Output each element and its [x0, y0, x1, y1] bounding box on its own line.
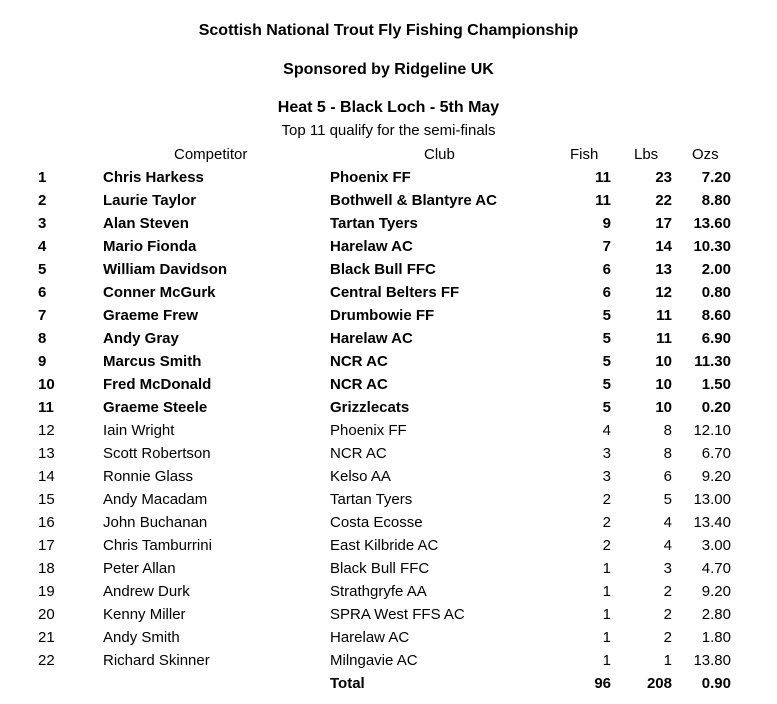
fish-count: 1 [602, 629, 611, 646]
club-name: Harelaw AC [330, 238, 413, 255]
position-cell: 20 [38, 606, 55, 623]
position-cell: 9 [38, 353, 47, 370]
competitor-name: Graeme Steele [103, 399, 208, 416]
table-row [0, 419, 777, 442]
fish-count: 1 [602, 583, 611, 600]
competitor-name: Alan Steven [103, 215, 189, 232]
position-cell: 6 [38, 284, 47, 301]
fish-count: 1 [602, 606, 611, 623]
competitor-name: William Davidson [103, 261, 228, 278]
position-cell: 17 [38, 537, 55, 554]
club-name: NCR AC [330, 376, 388, 393]
total-lbs: 208 [646, 675, 672, 692]
weight-lbs: 17 [655, 215, 672, 232]
weight-lbs: 10 [655, 376, 672, 393]
fish-count: 11 [595, 192, 611, 209]
competitor-name: Andy Macadam [103, 491, 208, 508]
qualify-note: Top 11 qualify for the semi-finals [281, 122, 496, 139]
table-row [0, 258, 777, 281]
fish-count: 5 [602, 399, 611, 416]
position-cell: 2 [38, 192, 47, 209]
table-row [0, 488, 777, 511]
weight-lbs: 11 [656, 307, 672, 324]
table-row [0, 534, 777, 557]
position-cell: 15 [38, 491, 55, 508]
club-name: Kelso AA [330, 468, 391, 485]
sponsor-line: Sponsored by Ridgeline UK [283, 61, 494, 78]
weight-lbs: 10 [655, 399, 672, 416]
club-name: Black Bull FFC [330, 261, 436, 278]
weight-ozs: 2.00 [701, 261, 731, 278]
weight-ozs: 6.70 [701, 445, 731, 462]
position-cell: 19 [38, 583, 55, 600]
weight-ozs: 13.60 [693, 215, 731, 232]
fish-count: 6 [602, 284, 611, 301]
table-row [0, 281, 777, 304]
table-row [0, 557, 777, 580]
competitor-name: Andy Gray [103, 330, 179, 347]
position-cell: 16 [38, 514, 55, 531]
position-cell: 4 [38, 238, 47, 255]
table-row [0, 166, 777, 189]
weight-ozs: 7.20 [701, 169, 731, 186]
fish-count: 2 [602, 491, 611, 508]
club-name: Costa Ecosse [330, 514, 423, 531]
club-name: Phoenix FF [330, 422, 407, 439]
fish-count: 7 [602, 238, 611, 255]
weight-lbs: 8 [663, 445, 672, 462]
fish-count: 11 [595, 169, 611, 186]
club-name: SPRA West FFS AC [330, 606, 465, 623]
column-header-lbs: Lbs [634, 146, 659, 163]
weight-lbs: 6 [663, 468, 672, 485]
club-name: East Kilbride AC [330, 537, 439, 554]
club-name: Strathgryfe AA [330, 583, 427, 600]
weight-ozs: 12.10 [693, 422, 731, 439]
weight-ozs: 13.40 [693, 514, 731, 531]
weight-lbs: 8 [663, 422, 672, 439]
club-name: Phoenix FF [330, 169, 411, 186]
club-name: Harelaw AC [330, 629, 410, 646]
table-row [0, 212, 777, 235]
weight-lbs: 2 [663, 629, 672, 646]
club-name: Drumbowie FF [330, 307, 435, 324]
table-row [0, 626, 777, 649]
position-cell: 10 [38, 376, 55, 393]
club-name: Grizzlecats [330, 399, 410, 416]
weight-ozs: 8.60 [701, 307, 731, 324]
table-row [0, 511, 777, 534]
competitor-name: Iain Wright [103, 422, 175, 439]
weight-ozs: 4.70 [701, 560, 731, 577]
table-row [0, 465, 777, 488]
table-row [0, 580, 777, 603]
competitor-name: Scott Robertson [103, 445, 211, 462]
table-row [0, 189, 777, 212]
fish-count: 5 [602, 376, 611, 393]
weight-lbs: 5 [663, 491, 672, 508]
position-cell: 12 [38, 422, 55, 439]
weight-ozs: 6.90 [701, 330, 731, 347]
weight-lbs: 4 [663, 514, 672, 531]
table-row [0, 327, 777, 350]
table-row [0, 396, 777, 419]
weight-ozs: 0.20 [701, 399, 731, 416]
total-ozs: 0.90 [701, 675, 731, 692]
fish-count: 4 [602, 422, 611, 439]
club-name: Bothwell & Blantyre AC [330, 192, 497, 209]
competitor-name: Laurie Taylor [103, 192, 197, 209]
fish-count: 6 [602, 261, 611, 278]
total-fish: 96 [594, 675, 611, 692]
club-name: Central Belters FF [330, 284, 460, 301]
fish-count: 2 [602, 514, 611, 531]
competitor-name: Conner McGurk [103, 284, 216, 301]
weight-lbs: 22 [655, 192, 672, 209]
position-cell: 11 [38, 399, 54, 416]
fish-count: 5 [602, 353, 611, 370]
table-row [0, 304, 777, 327]
weight-lbs: 12 [655, 284, 672, 301]
fish-count: 3 [602, 445, 611, 462]
weight-lbs: 23 [655, 169, 672, 186]
club-name: NCR AC [330, 445, 387, 462]
table-row [0, 373, 777, 396]
competitor-name: Andy Smith [103, 629, 180, 646]
column-header-club: Club [424, 146, 455, 163]
competitor-name: John Buchanan [103, 514, 208, 531]
fish-count: 1 [602, 652, 611, 669]
position-cell: 21 [38, 629, 55, 646]
competitor-name: Graeme Frew [103, 307, 199, 324]
fish-count: 2 [602, 537, 611, 554]
competitor-name: Fred McDonald [103, 376, 212, 393]
club-name: Milngavie AC [330, 652, 418, 669]
table-row [0, 649, 777, 672]
weight-ozs: 9.20 [701, 468, 731, 485]
position-cell: 3 [38, 215, 47, 232]
table-row [0, 350, 777, 373]
competitor-name: Andrew Durk [103, 583, 190, 600]
club-name: Black Bull FFC [330, 560, 430, 577]
weight-lbs: 14 [655, 238, 672, 255]
table-row [0, 603, 777, 626]
weight-lbs: 4 [663, 537, 672, 554]
weight-lbs: 2 [663, 606, 672, 623]
weight-lbs: 13 [655, 261, 672, 278]
club-name: NCR AC [330, 353, 388, 370]
competitor-name: Mario Fionda [103, 238, 197, 255]
weight-ozs: 10.30 [693, 238, 731, 255]
column-header-ozs: Ozs [692, 146, 719, 163]
fish-count: 1 [602, 560, 611, 577]
weight-ozs: 1.80 [701, 629, 731, 646]
total-row [0, 672, 777, 695]
club-name: Harelaw AC [330, 330, 413, 347]
competitor-name: Peter Allan [103, 560, 176, 577]
position-cell: 1 [38, 169, 47, 186]
competitor-name: Ronnie Glass [103, 468, 194, 485]
weight-ozs: 13.00 [693, 491, 731, 508]
weight-ozs: 8.80 [701, 192, 731, 209]
position-cell: 13 [38, 445, 55, 462]
weight-lbs: 10 [655, 353, 672, 370]
weight-ozs: 0.80 [701, 284, 731, 301]
total-label: Total [330, 675, 365, 692]
weight-ozs: 13.80 [693, 652, 731, 669]
position-cell: 8 [38, 330, 47, 347]
competitor-name: Chris Tamburrini [103, 537, 212, 554]
table-row [0, 442, 777, 465]
position-cell: 22 [38, 652, 55, 669]
position-cell: 7 [38, 307, 47, 324]
fish-count: 9 [602, 215, 611, 232]
position-cell: 14 [38, 468, 55, 485]
heat-heading: Heat 5 - Black Loch - 5th May [277, 99, 500, 116]
weight-ozs: 11.30 [694, 353, 731, 370]
position-cell: 5 [38, 261, 47, 278]
competitor-name: Kenny Miller [103, 606, 186, 623]
weight-ozs: 3.00 [701, 537, 731, 554]
fish-count: 3 [602, 468, 611, 485]
weight-ozs: 9.20 [701, 583, 731, 600]
position-cell: 18 [38, 560, 55, 577]
weight-lbs: 3 [663, 560, 672, 577]
weight-ozs: 1.50 [701, 376, 731, 393]
weight-lbs: 2 [663, 583, 672, 600]
weight-lbs: 11 [656, 330, 672, 347]
fish-count: 5 [602, 307, 611, 324]
competitor-name: Chris Harkess [103, 169, 204, 186]
competitor-name: Marcus Smith [103, 353, 202, 370]
weight-lbs: 1 [663, 652, 672, 669]
column-header-row [0, 143, 777, 166]
competitor-name: Richard Skinner [103, 652, 210, 669]
weight-ozs: 2.80 [701, 606, 731, 623]
page-title: Scottish National Trout Fly Fishing Championship [198, 22, 579, 39]
club-name: Tartan Tyers [330, 215, 418, 232]
column-header-competitor: Competitor [174, 146, 248, 163]
fish-count: 5 [602, 330, 611, 347]
table-row [0, 235, 777, 258]
column-header-fish: Fish [570, 146, 599, 163]
club-name: Tartan Tyers [330, 491, 413, 508]
